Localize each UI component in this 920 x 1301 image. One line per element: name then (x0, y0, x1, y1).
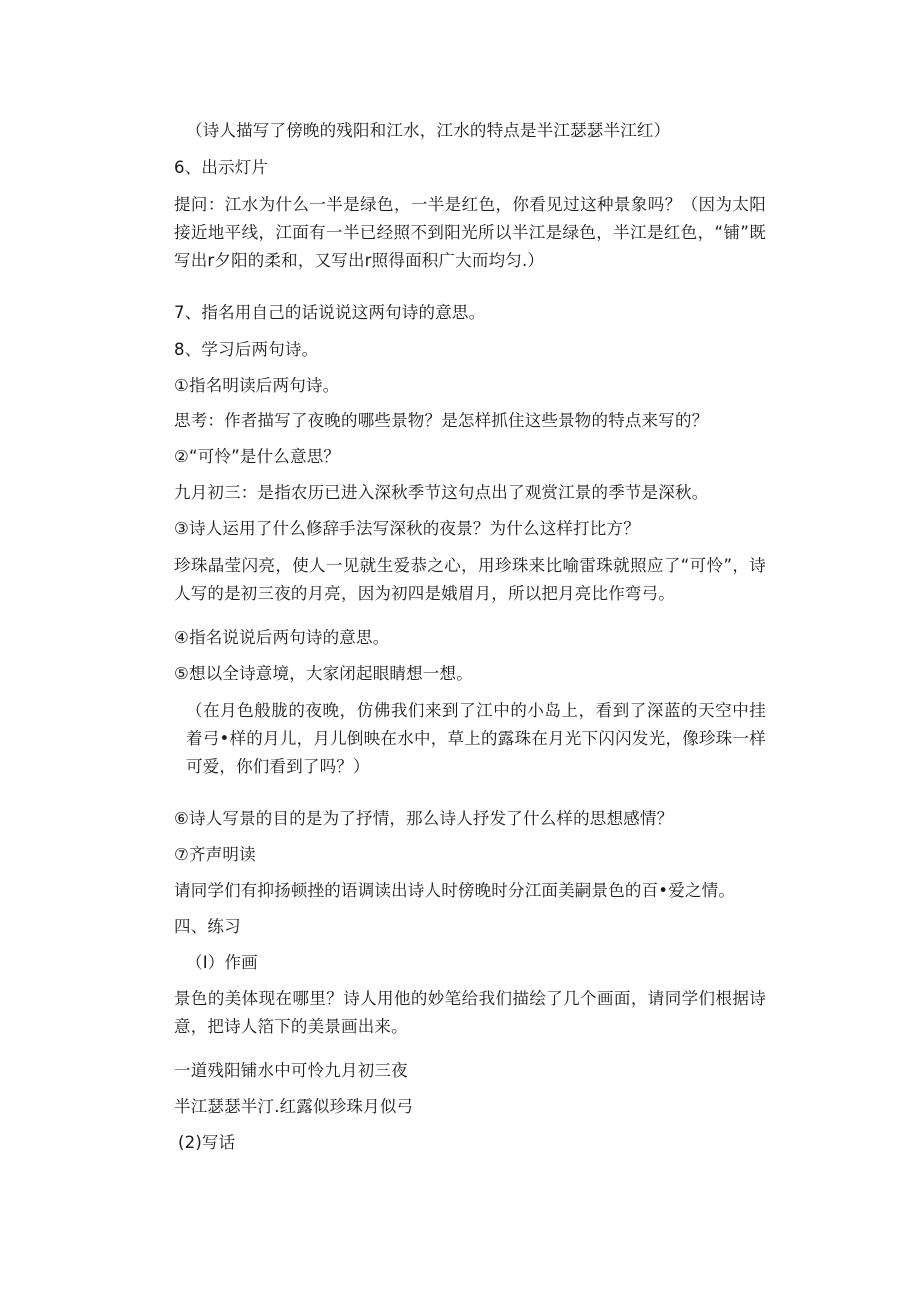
paragraph-21: 一道残阳铺水中可怜九月初三夜 (174, 1061, 408, 1080)
paragraph-16: ⑦齐声明读 (174, 845, 256, 864)
paragraph-20: 景色的美体现在哪里？诗人用他的妙笔给我们描绘了几个画面，请同学们根据诗意，把诗人箔下的美景画出来。 (174, 989, 766, 1036)
paragraph-7: 思考：作者描写了夜晚的哪些景物？是怎样抓住这些景物的特点来写的？ (174, 411, 709, 430)
paragraph-1: （诗人描写了傍晚的残阳和江水，江水的特点是半江瑟瑟半江红） (186, 121, 671, 140)
paragraph-19: （I）作画 (186, 953, 258, 972)
paragraph-11: 珍珠晶莹闪亮，使人一见就生爱恭之心，用珍珠来比喻雷珠就照应了“可怜”，诗人写的是初三夜的月亮，因为初四是娥眉月，所以把月亮比作弯弓。 (174, 556, 766, 603)
paragraph-5: 8、学习后两句诗。 (174, 340, 319, 359)
paragraph-12: ④指名说说后两句诗的意思。 (174, 628, 390, 647)
paragraph-22: 半江瑟瑟半汀.红露似珍珠月似弓 (174, 1097, 414, 1116)
paragraph-8: ②“可怜”是什么意思？ (174, 447, 341, 466)
paragraph-23: (2)写话 (178, 1133, 236, 1152)
paragraph-2: 6、出示灯片 (174, 158, 269, 177)
paragraph-18: 四、练习 (174, 917, 241, 936)
paragraph-6: ①指名明读后两句诗。 (174, 376, 340, 395)
paragraph-17: 请同学们有抑扬顿挫的语调读出诗人时傍晚时分江面美嗣景色的百•爱之情。 (174, 881, 736, 900)
paragraph-9: 九月初三：是指农历已进入深秋季节这句点出了观赏江景的季节是深秋。 (174, 483, 709, 502)
paragraph-10: ③诗人运用了什么修辞手法写深秋的夜景？为什么这样打比方？ (174, 519, 640, 538)
paragraph-4: 7、指名用自己的话说说这两句诗的意思。 (174, 303, 486, 322)
paragraph-3: 提问：江水为什么一半是绿色，一半是红色，你看见过这种景象吗？（因为太阳接近地平线，江面有一半已经照不到阳光所以半江是绿色，半江是红色，“铺”既写出r夕阳的柔和，又写出r照得面积广大而均匀.） (174, 195, 766, 270)
paragraph-13: ⑤想以全诗意境，大家闭起眼睛想一想。 (174, 664, 473, 683)
paragraph-15: ⑥诗人写景的目的是为了抒情，那么诗人抒发了什么样的思想感情？ (174, 809, 674, 828)
paragraph-14: （在月色般胧的夜晚，仿佛我们来到了江中的小岛上，看到了深蓝的天空中挂着弓•样的月儿，月儿倒映在水中，草上的露珠在月光下闪闪发光，像珍珠一样可爱，你们看到了吗？） (186, 701, 766, 776)
